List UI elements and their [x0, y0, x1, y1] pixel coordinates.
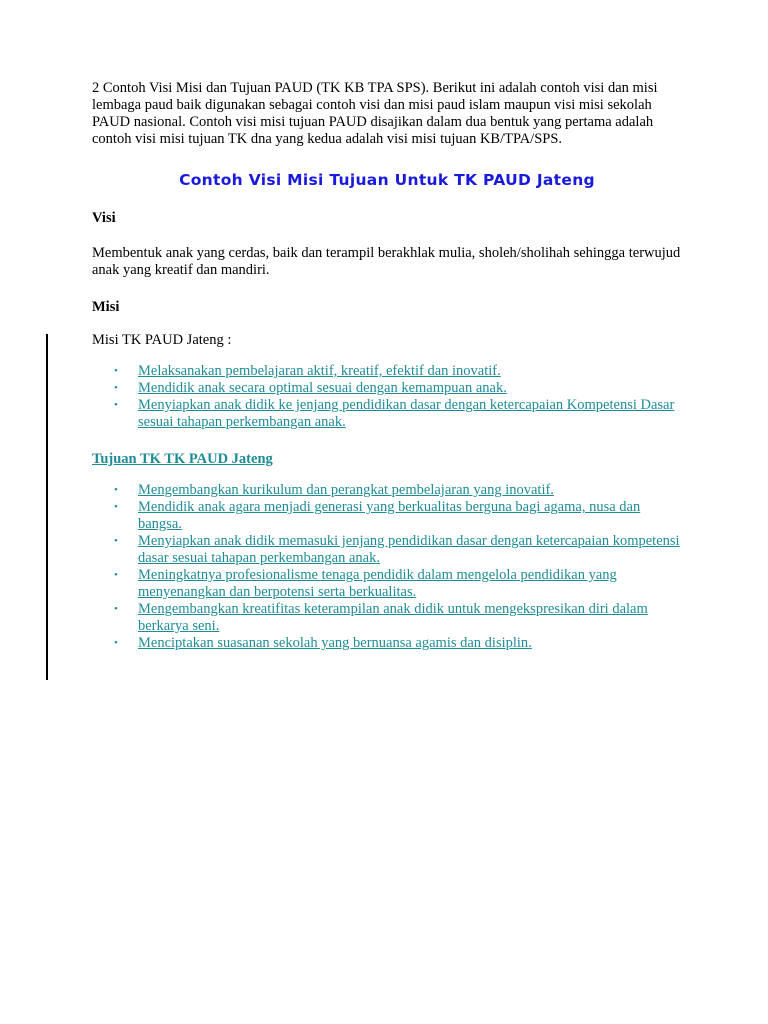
list-item: [92, 567, 682, 601]
intro-paragraph: 2 Contoh Visi Misi dan Tujuan PAUD (TK KB TPA SPS). Berikut ini adalah contoh visi dan misi lembaga paud baik digunakan sebagai contoh visi dan misi paud islam maupun visi misi sekolah PAUD nasional. Contoh visi misi tujuan PAUD disajikan dalam dua bentuk yang pertama adalah contoh visi misi tujuan TK dna yang kedua adalah visi misi tujuan KB/TPA/SPS.: [92, 80, 658, 147]
misi-label: Misi TK PAUD Jateng :: [92, 332, 232, 348]
misi-link-1[interactable]: Melaksanakan pembelajaran aktif, kreatif, efektif dan inovatif.: [138, 363, 501, 379]
visi-text: Membentuk anak yang cerdas, baik dan terampil berakhlak mulia, sholeh/sholihah sehingga terwujud anak yang kreatif dan mandiri.: [92, 245, 681, 278]
list-item: [92, 499, 682, 533]
tujuan-link-4[interactable]: Meningkatnya profesionalisme tenaga pendidik dalam mengelola pendidikan yang menyenangkan dan berpotensi serta berkualitas.: [138, 567, 617, 600]
list-item: [92, 363, 682, 380]
list-item: [92, 533, 682, 567]
misi-list: [92, 363, 682, 431]
list-item: [92, 601, 682, 635]
list-item: [92, 380, 682, 397]
bullet-icon: •: [114, 365, 118, 377]
list-item: [92, 635, 682, 652]
misi-title: Misi: [92, 299, 120, 315]
page-heading: Contoh Visi Misi Tujuan Untuk TK PAUD Jateng: [179, 171, 595, 189]
bullet-icon: •: [114, 637, 118, 649]
bullet-icon: •: [114, 569, 118, 581]
tujuan-link-3[interactable]: Menyiapkan anak didik memasuki jenjang pendidikan dasar dengan ketercapaian kompetensi dasar sesuai tahapan perkembangan anak.: [138, 533, 680, 566]
bullet-icon: •: [114, 382, 118, 394]
document-page: [92, 80, 682, 652]
bullet-icon: •: [114, 399, 118, 411]
tujuan-link-1[interactable]: Mengembangkan kurikulum dan perangkat pembelajaran yang inovatif.: [138, 482, 554, 498]
bullet-icon: •: [114, 603, 118, 615]
list-item: [92, 397, 682, 431]
list-item: [92, 482, 682, 499]
bullet-icon: •: [114, 501, 118, 513]
misi-link-2[interactable]: Mendidik anak secara optimal sesuai dengan kemampuan anak.: [138, 380, 507, 396]
tujuan-link-6[interactable]: Menciptakan suasanan sekolah yang bernuansa agamis dan disiplin.: [138, 635, 532, 651]
tujuan-link-2[interactable]: Mendidik anak agara menjadi generasi yang berkualitas berguna bagi agama, nusa dan bangsa.: [138, 499, 641, 532]
margin-change-bar: [46, 334, 48, 680]
tujuan-list: [92, 482, 682, 652]
bullet-icon: •: [114, 535, 118, 547]
misi-link-3[interactable]: Menyiapkan anak didik ke jenjang pendidikan dasar dengan ketercapaian Kompetensi Dasar sesuai tahapan perkembangan anak.: [138, 397, 675, 430]
tujuan-title[interactable]: Tujuan TK TK PAUD Jateng: [92, 451, 273, 467]
bullet-icon: •: [114, 484, 118, 496]
tujuan-link-5[interactable]: Mengembangkan kreatifitas keterampilan anak didik untuk mengekspresikan diri dalam berkarya seni.: [138, 601, 648, 634]
visi-title: Visi: [92, 210, 116, 226]
